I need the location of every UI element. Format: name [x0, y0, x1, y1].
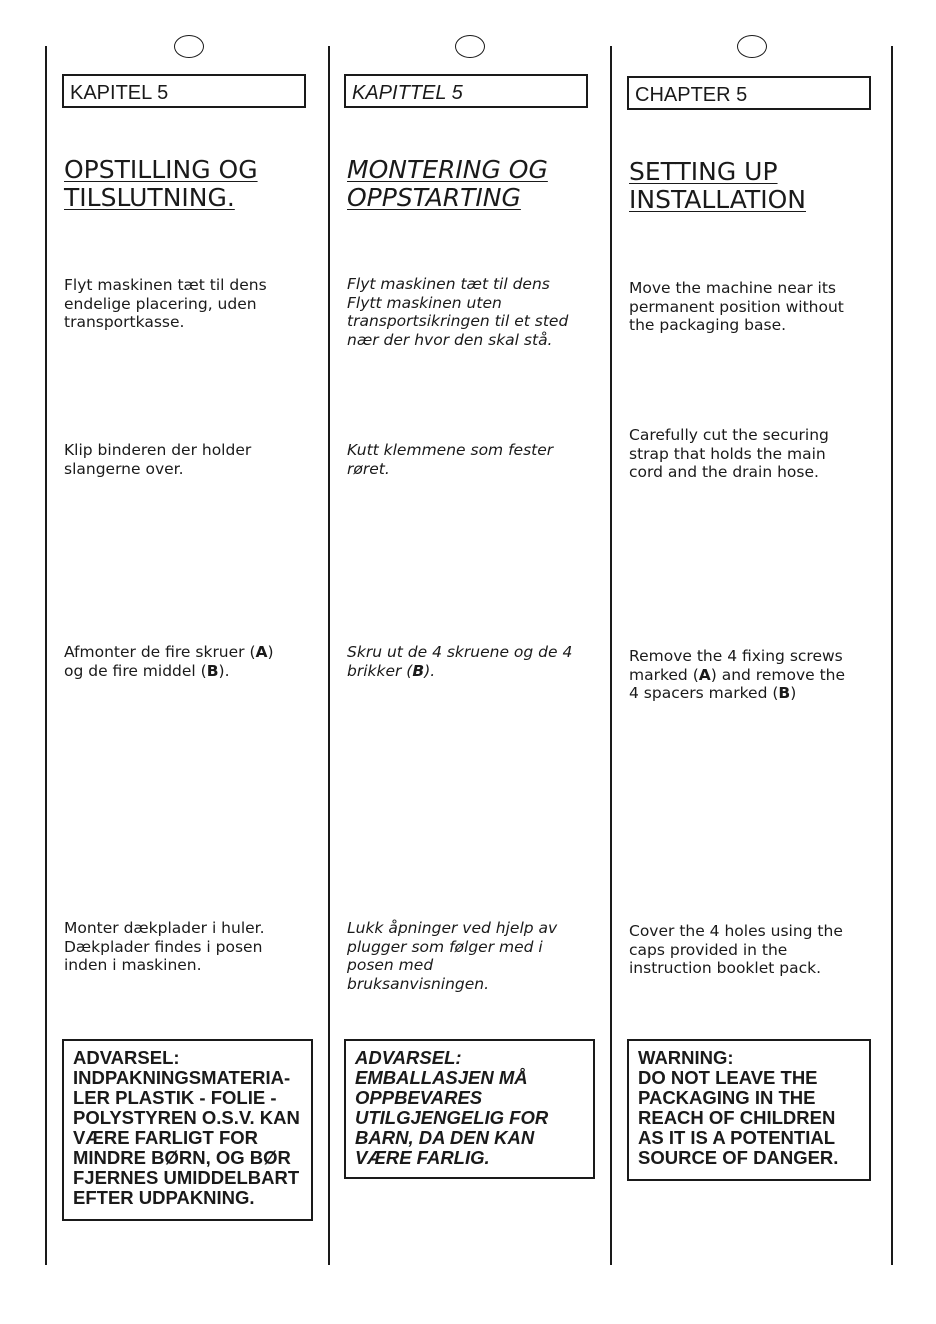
section-title-english: SETTING UP INSTALLATION — [629, 157, 806, 214]
step-caps-english: Cover the 4 holes using the caps provided in the instruction booklet pack. — [629, 922, 843, 977]
section-title-norwegian: MONTERING OG OPPSTARTING — [347, 155, 548, 212]
column-divider-left — [45, 46, 47, 1265]
chapter-heading-norwegian: KAPITTEL 5 — [344, 74, 588, 108]
warning-box-english: WARNING: DO NOT LEAVE THE PACKAGING IN THE REACH OF CHILDREN AS IT IS A POTENTIAL SOURCE OF DANGER. — [627, 1039, 871, 1181]
step-caps-danish: Monter dækplader i huler. Dækplader findes i posen inden i maskinen. — [64, 919, 265, 974]
step-move-english: Move the machine near its permanent position without the packaging base. — [629, 279, 844, 334]
step-move-danish: Flyt maskinen tæt til dens endelige placering, uden transportkasse. — [64, 276, 267, 331]
step-screws-english: Remove the 4 fixing screws marked (A) and remove the 4 spacers marked (B) — [629, 647, 846, 702]
step-cut-norwegian: Kutt klemmene som fester røret. — [347, 441, 554, 478]
step-cut-danish: Klip binderen der holder slangerne over. — [64, 441, 252, 478]
warning-box-danish: ADVARSEL: INDPAKNINGSMATERIA- LER PLASTIK - FOLIE - POLYSTYREN O.S.V. KAN VÆRE FARLIGT FOR MINDRE BØRN, OG BØR FJERNES UMIDDELBART EFTER UDPAKNING. — [62, 1039, 313, 1221]
language-marker-english — [737, 35, 767, 58]
chapter-heading-english: CHAPTER 5 — [627, 76, 871, 110]
column-divider-right — [891, 46, 893, 1265]
step-screws-norwegian: Skru ut de 4 skruene og de 4 brikker (B). — [347, 643, 573, 680]
step-cut-english: Carefully cut the securing strap that holds the main cord and the drain hose. — [629, 426, 829, 481]
section-title-danish: OPSTILLING OG TILSLUTNING. — [64, 155, 258, 212]
step-screws-danish: Afmonter de fire skruer (A) og de fire middel (B). — [64, 643, 274, 680]
step-caps-norwegian: Lukk åpninger ved hjelp av plugger som følger med i posen med bruksanvisningen. — [347, 919, 558, 993]
step-move-norwegian: Flyt maskinen tæt til dens Flytt maskinen uten transportsikringen til et sted nær der hvor den skal stå. — [347, 275, 569, 349]
warning-box-norwegian: ADVARSEL: EMBALLASJEN MÅ OPPBEVARES UTILGJENGELIG FOR BARN, DA DEN KAN VÆRE FARLIG. — [344, 1039, 595, 1179]
language-marker-norwegian — [455, 35, 485, 58]
column-divider-1 — [328, 46, 330, 1265]
language-marker-danish — [174, 35, 204, 58]
chapter-heading-danish: KAPITEL 5 — [62, 74, 306, 108]
column-divider-2 — [610, 46, 612, 1265]
